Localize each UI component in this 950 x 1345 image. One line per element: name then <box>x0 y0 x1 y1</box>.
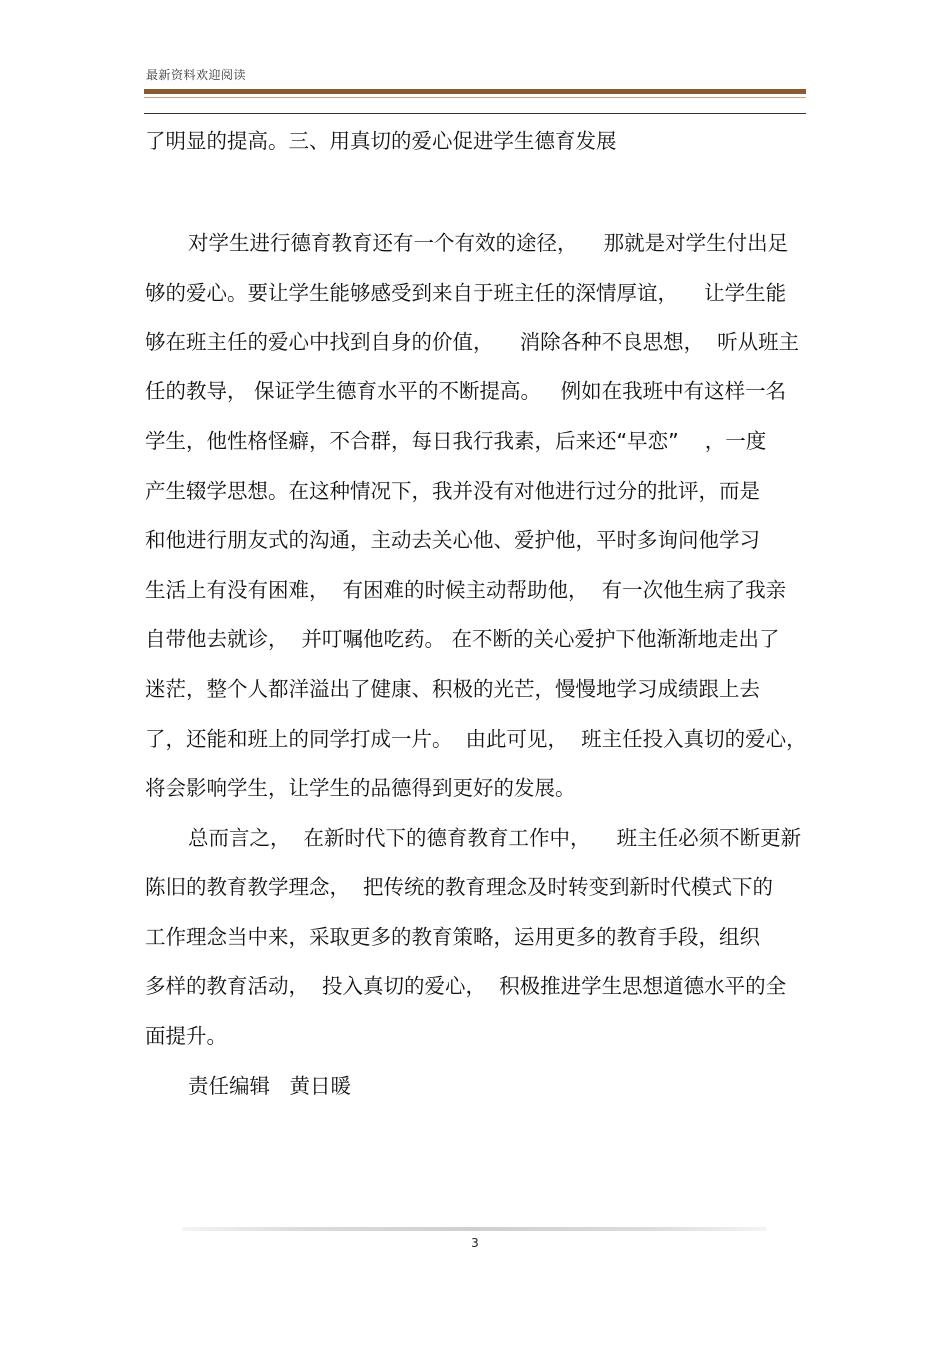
text-line: 生活上有没有困难， 有困难的时候主动帮助他， 有一次他生病了我亲 <box>145 578 787 602</box>
text-line: 自带他去就诊， 并叮嘱他吃药。 在不断的关心爱护下他渐渐地走出了 <box>145 627 780 651</box>
text-line: 多样的教育活动， 投入真切的爱心， 积极推进学生思想道德水平的全 <box>145 974 787 998</box>
text-line: 迷茫，整个人都洋溢出了健康、积极的光芒，慢慢地学习成绩跟上去 <box>145 677 760 701</box>
text-line: 了，还能和班上的同学打成一片。 由此可见， 班主任投入真切的爱心， <box>145 727 807 751</box>
editor-credit: 责任编辑 黄日暖 <box>188 1074 352 1098</box>
header-rule-thin <box>144 97 806 98</box>
header-text: 最新资料欢迎阅读 <box>146 68 247 82</box>
text-line: 学生，他性格怪癖，不合群，每日我行我素，后来还“早恋” ，一度 <box>145 429 767 453</box>
text-line: 对学生进行德育教育还有一个有效的途径， 那就是对学生付出足 <box>188 231 789 255</box>
page-number: 3 <box>471 1236 479 1250</box>
text-line: 了明显的提高。三、用真切的爱心促进学生德育发展 <box>145 129 617 153</box>
text-line: 工作理念当中来，采取更多的教育策略，运用更多的教育手段，组织 <box>145 925 760 949</box>
text-line: 面提升。 <box>145 1024 227 1048</box>
text-line: 和他进行朋友式的沟通，主动去关心他、爱护他，平时多询问他学习 <box>145 528 760 552</box>
text-line: 任的教导， 保证学生德育水平的不断提高。 例如在我班中有这样一名 <box>145 379 787 403</box>
text-line: 够在班主任的爱心中找到自身的价值， 消除各种不良思想， 听从班主 <box>145 330 800 354</box>
text-line: 将会影响学生，让学生的品德得到更好的发展。 <box>145 776 576 800</box>
text-line: 产生辍学思想。在这种情况下，我并没有对他进行过分的批评，而是 <box>145 479 760 503</box>
text-line: 总而言之， 在新时代下的德育教育工作中， 班主任必须不断更新 <box>188 826 802 850</box>
text-line: 陈旧的教育教学理念， 把传统的教育理念及时转变到新时代模式下的 <box>145 875 774 899</box>
header-rule-thick <box>144 89 806 94</box>
footer-rule <box>182 1227 767 1231</box>
header-rule-under <box>144 113 806 114</box>
text-line: 够的爱心。要让学生能够感受到来自于班主任的深情厚谊， 让学生能 <box>145 281 787 305</box>
